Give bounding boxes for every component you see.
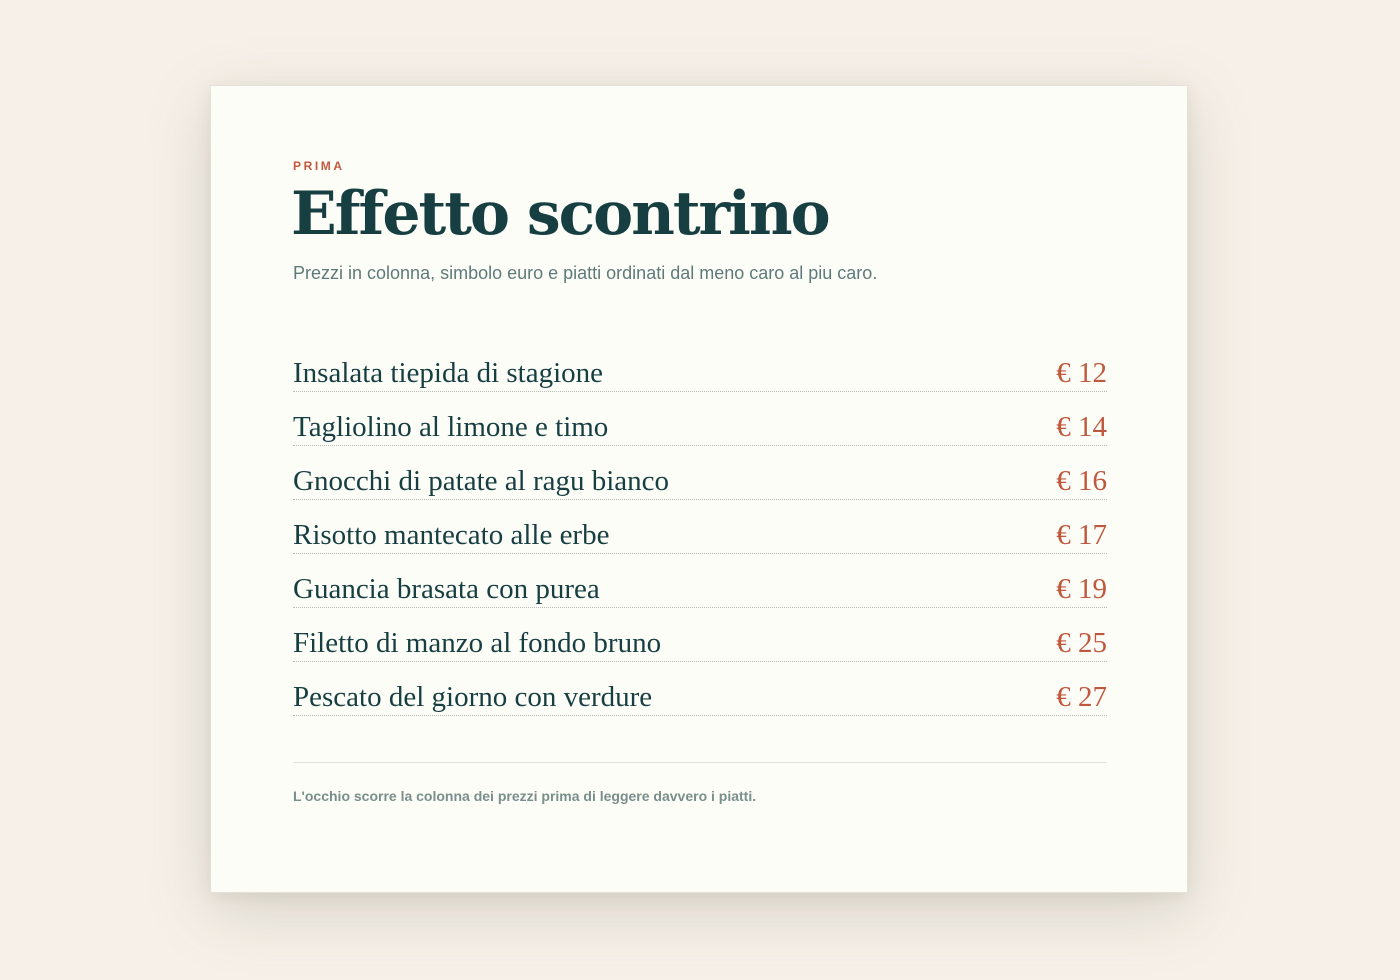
menu-item (293, 447, 1107, 500)
menu-item (293, 339, 1107, 392)
menu-list (293, 339, 1107, 717)
footer-divider (293, 762, 1107, 763)
menu-item (293, 555, 1107, 608)
menu-item-price: € 17 (1056, 519, 1107, 551)
menu-item-price: € 12 (1056, 357, 1107, 389)
menu-item-name: Insalata tiepida di stagione (293, 357, 604, 389)
menu-item-name: Risotto mantecato alle erbe (293, 519, 610, 551)
menu-item-price: € 27 (1056, 681, 1107, 713)
page-subtitle: Prezzi in colonna, simbolo euro e piatti ordinati dal meno caro al piu caro. (293, 263, 878, 283)
menu-item (293, 609, 1107, 662)
menu-item-name: Tagliolino al limone e timo (293, 411, 609, 443)
page-title: Effetto scontrino (291, 179, 829, 249)
menu-item-name: Filetto di manzo al fondo bruno (293, 627, 662, 659)
menu-item (293, 663, 1107, 716)
menu-item (293, 393, 1107, 446)
menu-card (210, 85, 1188, 893)
menu-item-name: Pescato del giorno con verdure (293, 681, 653, 713)
section-eyebrow: PRIMA (293, 159, 345, 173)
menu-item-name: Guancia brasata con purea (293, 573, 600, 605)
menu-item-price: € 25 (1056, 627, 1107, 659)
footnote: L'occhio scorre la colonna dei prezzi prima di leggere davvero i piatti. (293, 788, 757, 804)
menu-item-price: € 19 (1056, 573, 1107, 605)
menu-item-price: € 16 (1056, 465, 1107, 497)
menu-item-price: € 14 (1056, 411, 1107, 443)
menu-item (293, 501, 1107, 554)
menu-item-name: Gnocchi di patate al ragu bianco (293, 465, 670, 497)
